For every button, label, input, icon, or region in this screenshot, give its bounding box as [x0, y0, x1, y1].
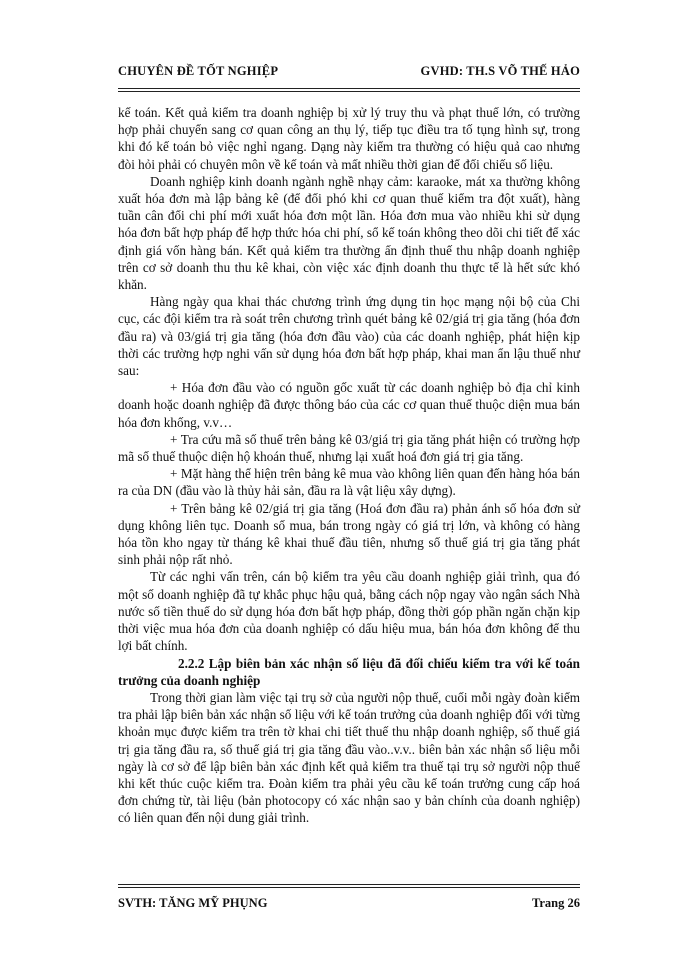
bullet-input-invoices: + Hóa đơn đầu vào có nguồn gốc xuất từ các doanh nghiệp bỏ địa chỉ kinh doanh hoặc doanh nghiệp đã được thông báo của các cơ quan thuế thuộc diện mua bán hóa đơn khống, v.v… [118, 380, 580, 430]
page-header [118, 64, 580, 79]
paragraph-confirmation-minutes: Trong thời gian làm việc tại trụ sở của người nộp thuế, cuối mỗi ngày đoàn kiểm tra phải lập biên bản xác nhận số liệu với kế toán trưởng của doanh nghiệp đối với từng khoản mục được kiểm tra trên tờ khai chi tiết thuế thu nhập doanh nghiệp, số thuế giá trị gia tăng đầu ra, số thuế giá trị gia tăng đầu vào..v.v.. biên bản xác nhận số liệu mỗi ngày là cơ sở để lập biên bản xác định kết quả kiểm tra thuế tại trụ sở người nộp thuế khi kết thúc cuộc kiểm tra. Đoàn kiểm tra phải yêu cầu kế toán trưởng cung cấp hoá đơn chứng từ, tài liệu (bản photocopy có xác nhận sao y bản chính của doanh nghiệp) có liên quan đến nội dung giải trình. [118, 689, 580, 826]
bullet-tax-code-lookup: + Tra cứu mã số thuế trên bảng kê 03/giá trị gia tăng phát hiện có trường hợp mã số thuế thuộc diện hộ khoán thuế, nhưng lại xuất hoá đơn giá trị gia tăng. [118, 431, 580, 465]
footer-author: SVTH: TĂNG MỸ PHỤNG [118, 896, 268, 910]
paragraph-daily-review: Hàng ngày qua khai thác chương trình ứng dụng tin học mạng nội bộ của Chi cục, các đội kiểm tra rà soát trên chương trình quét bảng kê 02/giá trị gia tăng (hóa đơn đầu ra) và 03/giá trị gia tăng (hóa đơn đầu vào) của các doanh nghiệp, phát hiện kịp thời các trường hợp nghi vấn sử dụng hóa đơn bất hợp pháp, khai man ẩn lậu thuế như sau: [118, 294, 580, 379]
footer-divider [118, 884, 580, 888]
page-number: Trang 26 [531, 896, 580, 910]
header-advisor: GVHD: TH.S VÕ THẾ HẢO [420, 64, 580, 78]
header-title: CHUYÊN ĐỀ TỐT NGHIỆP [118, 64, 279, 78]
paragraph-explanation-request: Từ các nghi vấn trên, cán bộ kiểm tra yêu cầu doanh nghiệp giải trình, qua đó một số doanh nghiệp đã tự khắc phục hậu quả, bằng cách nộp ngay vào ngân sách Nhà nước số tiền thuế do sử dụng hóa đơn bất hợp pháp, đồng thời góp phần ngăn chặn kịp thời việc mua hóa đơn của doanh nghiệp có dấu hiệu mua, bán hóa đơn không để thu lợi bất chính. [118, 569, 580, 654]
header-divider [118, 88, 580, 92]
bullet-output-invoices: + Trên bảng kê 02/giá trị gia tăng (Hoá đơn đầu ra) phản ánh số hóa đơn sử dụng không liên tục. Doanh số mua, bán trong ngày có giá trị lớn, và không có hàng hóa tồn kho ngay từ tháng kê khai thuế đầu tiên, nhưng số thuế giá trị gia tăng phát sinh phải nộp rất nhỏ. [118, 500, 580, 568]
paragraph-continuation: kế toán. Kết quả kiểm tra doanh nghiệp bị xử lý truy thu và phạt thuế lớn, có trường hợp phải chuyển sang cơ quan công an thụ lý, tiếp tục điều tra tố tụng hình sự, trong khi đó kế toán bỏ việc nghỉ ngang. Dạng này kiểm tra thường có hiệu quả cao nhưng đòi hỏi phải có chuyên môn về kế toán và mất nhiều thời gian để đối chiếu số liệu. [118, 105, 580, 172]
bullet-goods-mismatch: + Mặt hàng thể hiện trên bảng kê mua vào không liên quan đến hàng hóa bán ra của DN (đầu vào là thủy hải sản, đầu ra là vật liệu xây dựng). [118, 466, 580, 499]
section-heading-2-2-2: 2.2.2 Lập biên bản xác nhận số liệu đã đối chiếu kiểm tra với kế toán trưởng của doanh nghiệp [118, 655, 580, 688]
page-footer [118, 896, 580, 911]
page-body [118, 104, 580, 827]
paragraph-sensitive-business: Doanh nghiệp kinh doanh ngành nghề nhạy cảm: karaoke, mát xa thường không xuất hóa đơn mà lập bảng kê (để đối phó khi cơ quan thuế kiểm tra đột xuất), hàng tuần cân đối chi phí mới xuất hóa đơn một lần. Hóa đơn mua vào nhiều khi sử dụng hóa đơn bất hợp pháp để hợp thức hóa chi phí, sổ kế toán không theo dõi chi tiết để xác định giá vốn hàng bán. Kết quả kiểm tra thường ấn định thuế thu nhập doanh nghiệp trên cơ sở doanh thu thu kê khai, còn việc xác định doanh thu thực tế là hết sức khó khăn. [118, 173, 580, 293]
